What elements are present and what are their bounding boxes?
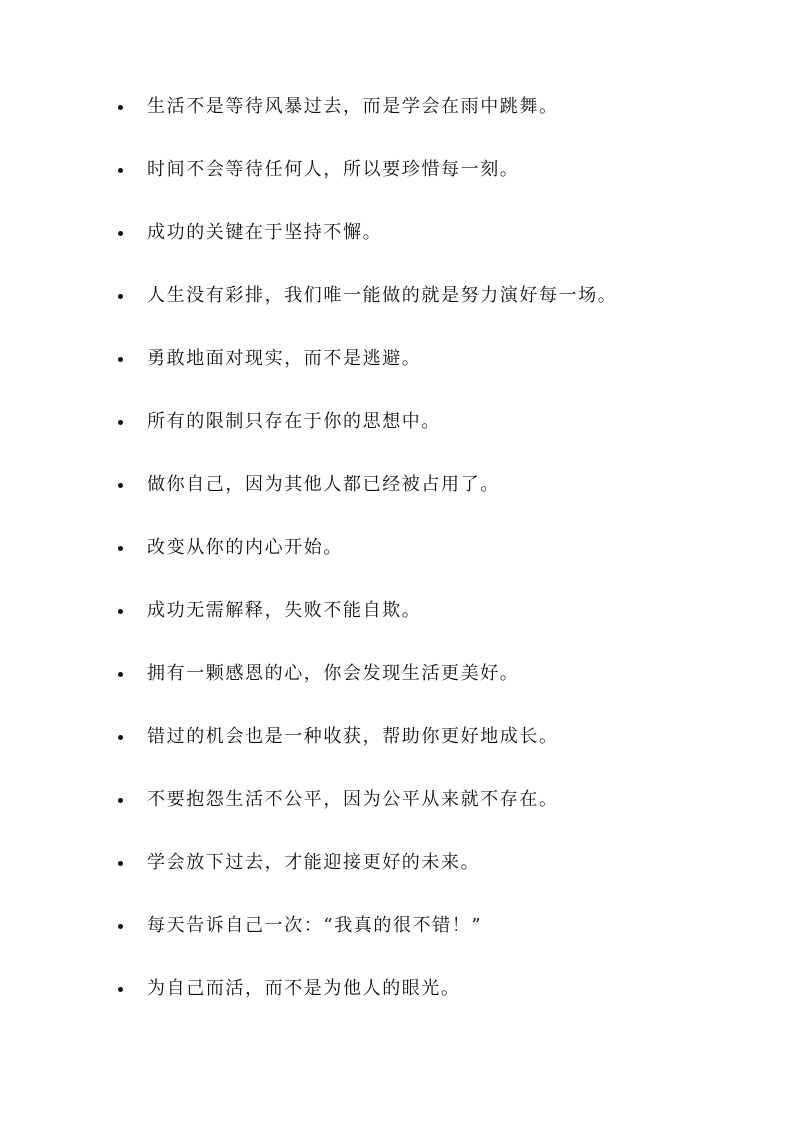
list-item: [118, 849, 758, 912]
list-item: [118, 597, 758, 660]
bullet-icon: [118, 672, 123, 677]
quote-text: 所有的限制只存在于你的思想中。: [147, 411, 441, 432]
list-item: [118, 282, 758, 345]
quote-text: 错过的机会也是一种收获，帮助你更好地成长。: [147, 726, 559, 747]
bullet-icon: [118, 168, 123, 173]
bullet-icon: [118, 924, 123, 929]
quote-text: 为自己而活，而不是为他人的眼光。: [147, 978, 461, 999]
bullet-icon: [118, 546, 123, 551]
quote-text: 改变从你的内心开始。: [147, 537, 343, 558]
list-item: [118, 93, 758, 156]
quote-text: 成功的关键在于坚持不懈。: [147, 222, 383, 243]
quote-text: 拥有一颗感恩的心，你会发现生活更美好。: [147, 663, 520, 684]
quote-text: 人生没有彩排，我们唯一能做的就是努力演好每一场。: [147, 285, 618, 306]
list-item: [118, 534, 758, 597]
list-item: [118, 471, 758, 534]
bullet-icon: [118, 294, 123, 299]
bullet-icon: [118, 420, 123, 425]
quote-text: 每天告诉自己一次：“我真的很不错！”: [147, 915, 483, 936]
list-item: [118, 156, 758, 219]
bullet-icon: [118, 105, 123, 110]
list-item: [118, 723, 758, 786]
list-item: [118, 786, 758, 849]
bullet-icon: [118, 735, 123, 740]
quote-text: 生活不是等待风暴过去，而是学会在雨中跳舞。: [147, 96, 559, 117]
bullet-icon: [118, 609, 123, 614]
bullet-icon: [118, 357, 123, 362]
list-item: [118, 219, 758, 282]
list-item: [118, 345, 758, 408]
list-item: [118, 975, 758, 1038]
quote-text: 成功无需解释，失败不能自欺。: [147, 600, 422, 621]
list-item: [118, 660, 758, 723]
bullet-icon: [118, 231, 123, 236]
list-item: [118, 912, 758, 975]
bullet-icon: [118, 987, 123, 992]
bullet-icon: [118, 798, 123, 803]
quote-text: 勇敢地面对现实，而不是逃避。: [147, 348, 422, 369]
quote-list: [118, 93, 758, 1038]
bullet-icon: [118, 483, 123, 488]
quote-text: 不要抱怨生活不公平，因为公平从来就不存在。: [147, 789, 559, 810]
quote-text: 学会放下过去，才能迎接更好的未来。: [147, 852, 481, 873]
bullet-icon: [118, 861, 123, 866]
quote-text: 做你自己，因为其他人都已经被占用了。: [147, 474, 500, 495]
quote-text: 时间不会等待任何人，所以要珍惜每一刻。: [147, 159, 520, 180]
list-item: [118, 408, 758, 471]
